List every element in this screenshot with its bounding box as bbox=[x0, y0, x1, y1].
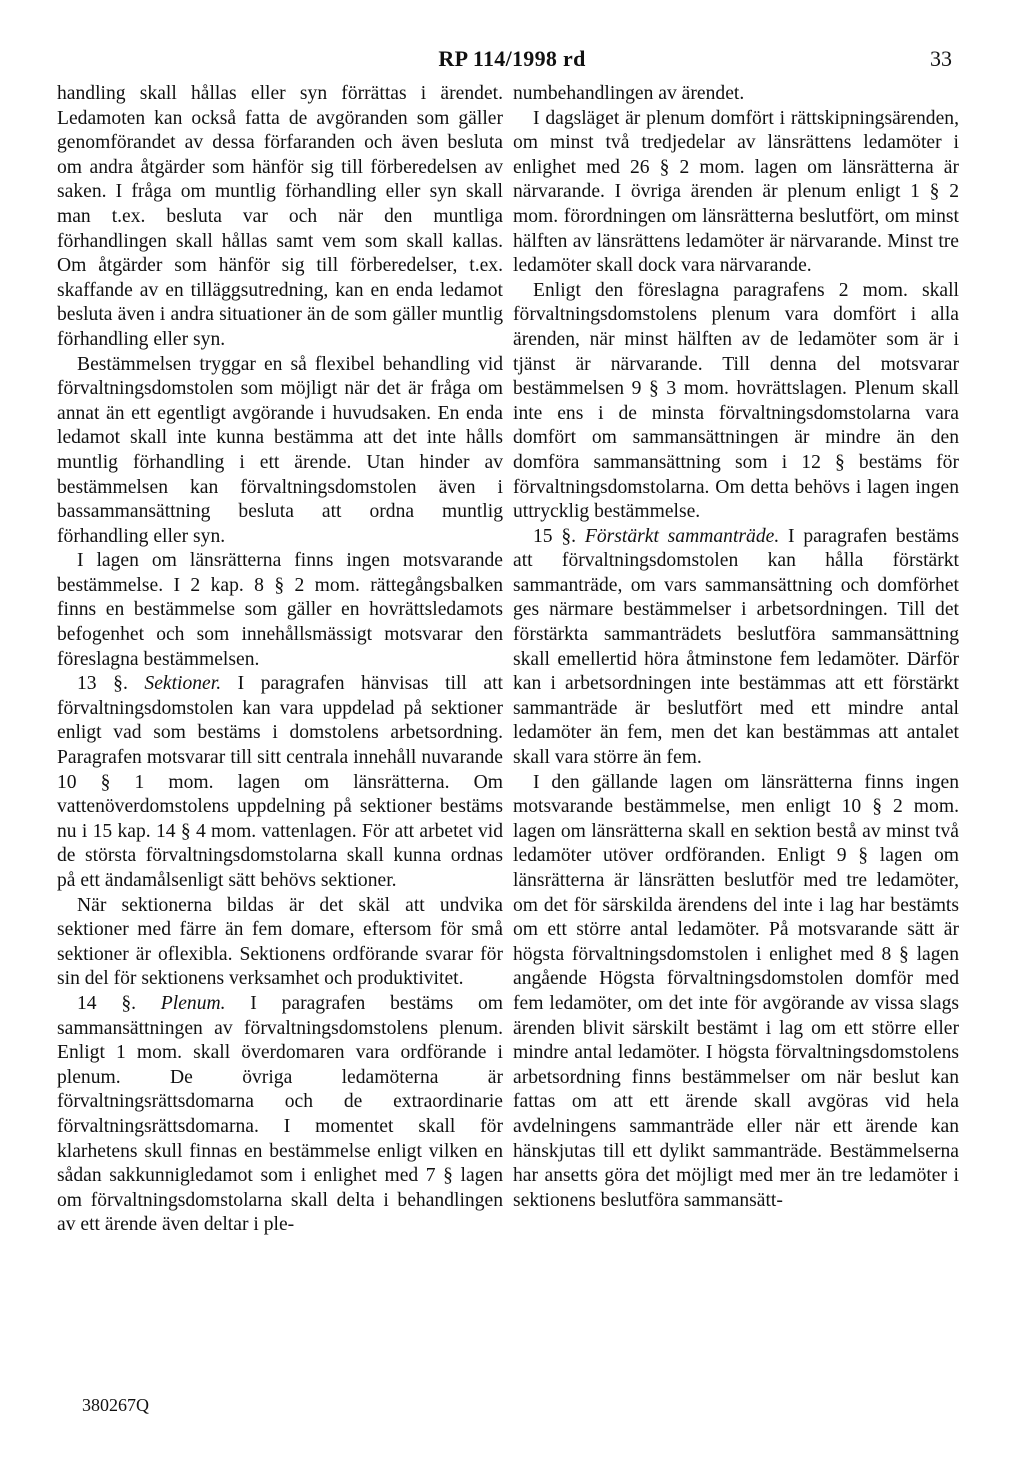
section-body: I paragrafen bestäms att förvaltningsdomstolen kan hålla förstärkt sammanträde, om vars sammansättning och domförhet ges närmare bestämmelser i arbetsordningen. Till det förstärkta sammanträdets beslutföra sammansättning skall emellertid höra åtminstone fem ledamöter. Därför kan i arbetsordningen inte bestämmas att ett förstärkt sammanträde är beslutfört med ett mindre antal ledamöter än fem, men det kan bestämmas att antalet skall vara större än fem. bbox=[513, 525, 959, 769]
paragraph: Enligt den föreslagna paragrafens 2 mom. skall förvaltningsdomstolens plenum vara domfört i alla ärenden, när minst hälften av de ledamöter som är i tjänst är närvarande. Till denna del motsvarar bestämmelsen 9 § 3 mom. hovrättslagen. Plenum skall inte ens i de minsta förvaltningsdomstolarna vara domfört om sammansättningen är mindre än den domföra sammansättning som i 12 § bestäms för förvaltningsdomstolarna. Om detta behövs i lagen ingen uttrycklig bestämmelse. bbox=[513, 279, 959, 523]
section-number: 13 §. bbox=[77, 673, 145, 695]
paragraph: I dagsläget är plenum domfört i rättskipningsärenden, om minst två tredjedelar av länsrättens ledamöter i enlighet med 26 § 2 mom. lagen om länsrätterna är närvarande. I övriga ärenden är plenum enligt 1 § 2 mom. förordningen om länsrätterna beslutfört, om minst hälften av länsrättens ledamöter är närvarande. Minst tre ledamöter skall dock vara närvarande. bbox=[513, 107, 959, 277]
section-13-paragraph bbox=[57, 672, 503, 893]
section-heading: Förstärkt sammanträde. bbox=[584, 525, 780, 547]
paragraph: När sektionerna bildas är det skäl att undvika sektioner med färre än fem domare, eftersom för små sektioner är oflexibla. Sektionens ordförande svarar för sin del för sektionens verksamhet och produktivitet. bbox=[57, 894, 503, 990]
paragraph: I lagen om länsrätterna finns ingen motsvarande bestämmelse. I 2 kap. 8 § 2 mom. rättegångsbalken finns en bestämmelse som gäller en hovrättsledamots befogenhet och som innehållsmässigt motsvarar den föreslagna bestämmelsen. bbox=[57, 550, 503, 670]
right-column bbox=[513, 82, 959, 1213]
section-14-paragraph bbox=[57, 992, 503, 1238]
paragraph: Bestämmelsen tryggar en så flexibel behandling vid förvaltningsdomstolen som möjligt när det är fråga om annat än ett egentligt avgörande i huvudsaken. En enda ledamot skall inte kunna bestämma att det inte hålls muntlig förhandling i ett ärende. Utan hinder av bestämmelsen kan förvaltningsdomstolen även i bassammansättning besluta att ordna muntlig förhandling eller syn. bbox=[57, 353, 503, 547]
paragraph: numbehandlingen av ärendet. bbox=[513, 83, 745, 104]
paragraph: handling skall hållas eller syn förrättas i ärendet. Ledamoten kan också fatta de avgöranden som gäller genomförandet av dessa förfaranden och även besluta om andra åtgärder som hänför sig till förberedelsen av saken. I fråga om muntlig förhandling eller syn skall man t.ex. besluta var och när den muntliga förhandlingen skall hållas samt vem som skall kallas. Om åtgärder som hänför sig till förberedelser, t.ex. skaffande av en tilläggsutredning, kan en enda ledamot besluta även i andra situationer än de som gäller muntlig förhandling eller syn. bbox=[57, 83, 503, 350]
page-number: 33 bbox=[930, 46, 952, 71]
section-heading: Plenum. bbox=[160, 992, 226, 1014]
document-title: RP 114/1998 rd bbox=[438, 46, 586, 71]
section-body: I paragrafen bestäms om sammansättningen av förvaltningsdomstolens plenum. Enligt 1 mom. skall överdomaren vara ordförande i plenum. De övriga ledamöterna är förvaltningsrättsdomarna och de extraordinarie förvaltningsrättsdomarna. I momentet skall för klarhetens skull finnas en bestämmelse enligt vilken en sådan sakkunnigledamot som i enlighet med 7 § lagen om förvaltningsdomstolarna skall delta i behandlingen av ett ärende även deltar i ple- bbox=[57, 992, 503, 1236]
section-15-paragraph bbox=[513, 525, 959, 771]
section-number: 14 §. bbox=[77, 992, 161, 1014]
footer-code: 380267Q bbox=[82, 1395, 149, 1415]
section-heading: Sektioner. bbox=[144, 673, 222, 695]
left-column bbox=[57, 82, 503, 1238]
section-number: 15 §. bbox=[533, 525, 585, 547]
section-body: I paragrafen hänvisas till att förvaltningsdomstolen kan vara uppdelad på sektioner enligt vad som bestäms i domstolens arbetsordning. Paragrafen motsvarar till sitt centrala innehåll nuvarande 10 § 1 mom. lagen om länsrätterna. Om vattenöverdomstolens uppdelning på sektioner bestäms nu i 15 kap. 14 § 4 mom. vattenlagen. För att arbetet vid de största förvaltningsdomstolarna skall kunna ordnas på ett ändamålsenligt sätt behövs sektioner. bbox=[57, 673, 503, 891]
paragraph: I den gällande lagen om länsrätterna finns ingen motsvarande bestämmelse, men enligt 10 § 2 mom. lagen om länsrätterna skall en sektion bestå av minst två ledamöter utöver ordföranden. Enligt 9 § lagen om länsrätterna är länsrätten beslutför med tre ledamöter, om det för särskilda ärendens del inte i lag har bestämts om ett större antal ledamöter. På motsvarande sätt är högsta förvaltningsdomstolen i enlighet med 8 § lagen angående Högsta förvaltningsdomstolen domför med fem ledamöter, om det inte för avgörande av vissa slags ärenden blivit särskilt bestämt i lag om ett större eller mindre antal ledamöter. I högsta förvaltningsdomstolens arbetsordning finns bestämmelser om när beslut kan fattas om att ett ärende skall avgöras vid hela avdelningens sammanträde eller när ett ärende kan hänskjutas till ett dylikt sammanträde. Bestämmelserna har ansetts göra det möjligt med mer än tre ledamöter i sektionens beslutföra sammansätt- bbox=[513, 771, 959, 1211]
